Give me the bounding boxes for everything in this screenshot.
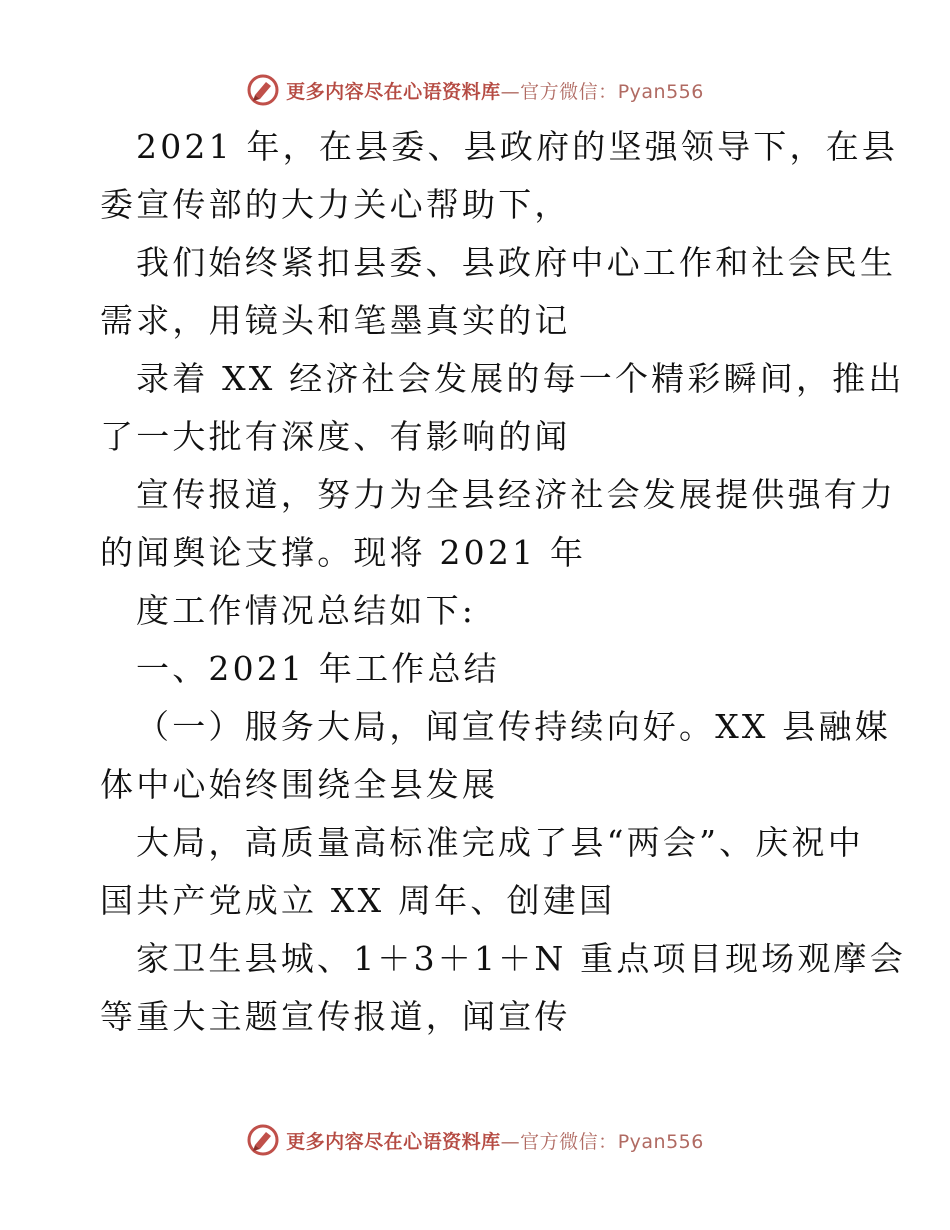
body-line: 度工作情况总结如下: [136,591,477,630]
body-line: 等重大主题宣传报道，闻宣传 [100,997,571,1036]
watermark-sub: —官方微信： [500,80,618,103]
watermark-main: 更多内容尽在心语资料库 [286,80,501,103]
body-line: 宣传报道，努力为全县经济社会发展提供强有力 [136,475,897,514]
section-heading: 一、2021 年工作总结 [136,649,500,688]
body-line: 了一大批有深度、有影响的闻 [100,417,571,456]
brand-logo-icon [246,73,280,107]
subsection-line: （一）服务大局，闻宣传持续向好。XX 县融媒 [136,707,891,746]
watermark-text [286,1127,704,1154]
footer-watermark [0,1120,950,1160]
watermark-text [286,77,704,104]
body-line: 体中心始终围绕全县发展 [100,765,499,804]
body-line: 录着 XX 经济社会发展的每一个精彩瞬间，推出 [136,359,905,398]
body-line: 大局，高质量高标准完成了县“两会”、庆祝中 [136,823,864,862]
body-line: 委宣传部的大力关心帮助下， [100,185,571,224]
watermark-sub: —官方微信： [500,1130,618,1153]
body-line: 需求，用镜头和笔墨真实的记 [100,301,571,340]
watermark-account: Pyan556 [617,1130,704,1153]
body-line: 2021 年，在县委、县政府的坚强领导下，在县 [136,127,899,166]
body-line: 家卫生县城、1＋3＋1＋N 重点项目现场观摩会 [136,939,906,978]
body-line: 的闻舆论支撑。现将 2021 年 [100,533,587,572]
body-line: 我们始终紧扣县委、县政府中心工作和社会民生 [136,243,897,282]
watermark-account: Pyan556 [617,80,704,103]
header-watermark [0,70,950,110]
watermark-main: 更多内容尽在心语资料库 [286,1130,501,1153]
body-line: 国共产党成立 XX 周年、创建国 [100,881,616,920]
brand-logo-icon [246,1123,280,1157]
